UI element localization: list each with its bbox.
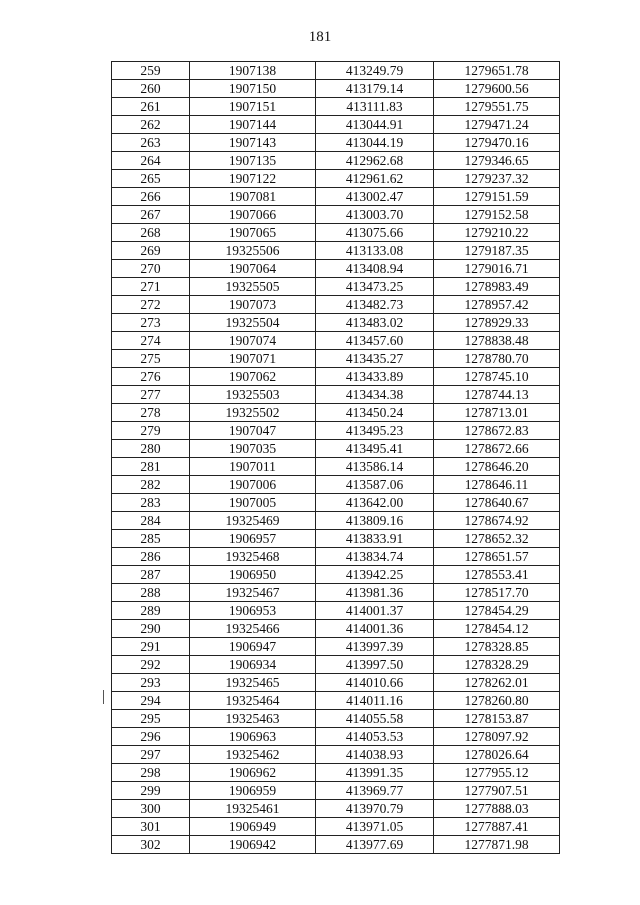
x-coordinate-cell: 413997.39 [316,638,434,656]
x-coordinate-cell: 413809.16 [316,512,434,530]
point-number-cell: 283 [112,494,190,512]
x-coordinate-cell: 413457.60 [316,332,434,350]
point-id-cell: 1907035 [190,440,316,458]
table-row [112,386,560,404]
x-coordinate-cell: 413435.27 [316,350,434,368]
table-row [112,224,560,242]
point-id-cell: 19325465 [190,674,316,692]
point-number-cell: 263 [112,134,190,152]
point-number-cell: 264 [112,152,190,170]
point-number-cell: 261 [112,98,190,116]
x-coordinate-cell: 412961.62 [316,170,434,188]
y-coordinate-cell: 1278097.92 [434,728,560,746]
point-number-cell: 276 [112,368,190,386]
y-coordinate-cell: 1278929.33 [434,314,560,332]
point-number-cell: 300 [112,800,190,818]
x-coordinate-cell: 413977.69 [316,836,434,854]
table-row [112,476,560,494]
page-number: 181 [308,29,332,45]
x-coordinate-cell: 413587.06 [316,476,434,494]
table-row [112,530,560,548]
table-body [112,62,560,854]
table-row [112,836,560,854]
point-number-cell: 293 [112,674,190,692]
table-row [112,566,560,584]
table-row [112,440,560,458]
point-id-cell: 1907144 [190,116,316,134]
y-coordinate-cell: 1278652.32 [434,530,560,548]
table-row [112,206,560,224]
point-number-cell: 277 [112,386,190,404]
point-number-cell: 260 [112,80,190,98]
x-coordinate-cell: 413408.94 [316,260,434,278]
x-coordinate-cell: 412962.68 [316,152,434,170]
y-coordinate-cell: 1278328.29 [434,656,560,674]
margin-mark [103,690,104,704]
y-coordinate-cell: 1279471.24 [434,116,560,134]
table-row [112,368,560,386]
table-row [112,602,560,620]
y-coordinate-cell: 1278646.11 [434,476,560,494]
point-number-cell: 269 [112,242,190,260]
point-id-cell: 1907064 [190,260,316,278]
x-coordinate-cell: 413971.05 [316,818,434,836]
table-row [112,548,560,566]
point-number-cell: 259 [112,62,190,80]
point-number-cell: 296 [112,728,190,746]
point-id-cell: 1907071 [190,350,316,368]
x-coordinate-cell: 413834.74 [316,548,434,566]
point-id-cell: 1906949 [190,818,316,836]
point-id-cell: 1907081 [190,188,316,206]
table-row [112,764,560,782]
point-id-cell: 19325461 [190,800,316,818]
x-coordinate-cell: 413991.35 [316,764,434,782]
y-coordinate-cell: 1278983.49 [434,278,560,296]
table-row [112,404,560,422]
y-coordinate-cell: 1278454.29 [434,602,560,620]
point-id-cell: 19325469 [190,512,316,530]
table-row [112,584,560,602]
x-coordinate-cell: 413433.89 [316,368,434,386]
y-coordinate-cell: 1279651.78 [434,62,560,80]
point-id-cell: 1907143 [190,134,316,152]
point-id-cell: 1907065 [190,224,316,242]
point-number-cell: 272 [112,296,190,314]
x-coordinate-cell: 414001.36 [316,620,434,638]
y-coordinate-cell: 1278517.70 [434,584,560,602]
x-coordinate-cell: 413434.38 [316,386,434,404]
point-id-cell: 1907135 [190,152,316,170]
y-coordinate-cell: 1278153.87 [434,710,560,728]
point-number-cell: 302 [112,836,190,854]
y-coordinate-cell: 1278672.83 [434,422,560,440]
point-number-cell: 273 [112,314,190,332]
y-coordinate-cell: 1279016.71 [434,260,560,278]
table-row [112,134,560,152]
point-number-cell: 266 [112,188,190,206]
point-id-cell: 1907073 [190,296,316,314]
point-id-cell: 1906934 [190,656,316,674]
table-row [112,782,560,800]
point-id-cell: 1906959 [190,782,316,800]
y-coordinate-cell: 1278026.64 [434,746,560,764]
table-row [112,692,560,710]
x-coordinate-cell: 413473.25 [316,278,434,296]
point-number-cell: 295 [112,710,190,728]
x-coordinate-cell: 413969.77 [316,782,434,800]
point-number-cell: 286 [112,548,190,566]
point-id-cell: 1907006 [190,476,316,494]
point-number-cell: 297 [112,746,190,764]
x-coordinate-cell: 413249.79 [316,62,434,80]
point-id-cell: 1907066 [190,206,316,224]
point-id-cell: 19325468 [190,548,316,566]
x-coordinate-cell: 413075.66 [316,224,434,242]
coordinates-table [111,61,560,854]
point-id-cell: 1907074 [190,332,316,350]
y-coordinate-cell: 1277887.41 [434,818,560,836]
point-id-cell: 19325466 [190,620,316,638]
y-coordinate-cell: 1279470.16 [434,134,560,152]
point-number-cell: 284 [112,512,190,530]
point-number-cell: 298 [112,764,190,782]
table-row [112,350,560,368]
x-coordinate-cell: 413495.41 [316,440,434,458]
table-row [112,314,560,332]
x-coordinate-cell: 413586.14 [316,458,434,476]
table-row [112,152,560,170]
point-id-cell: 1907151 [190,98,316,116]
point-id-cell: 1907011 [190,458,316,476]
table-row [112,80,560,98]
table-row [112,278,560,296]
x-coordinate-cell: 414038.93 [316,746,434,764]
point-id-cell: 1906947 [190,638,316,656]
table-row [112,638,560,656]
x-coordinate-cell: 414053.53 [316,728,434,746]
point-id-cell: 19325464 [190,692,316,710]
table-row [112,728,560,746]
point-number-cell: 280 [112,440,190,458]
y-coordinate-cell: 1278713.01 [434,404,560,422]
point-number-cell: 268 [112,224,190,242]
point-id-cell: 1906957 [190,530,316,548]
point-number-cell: 281 [112,458,190,476]
y-coordinate-cell: 1279237.32 [434,170,560,188]
x-coordinate-cell: 413044.91 [316,116,434,134]
x-coordinate-cell: 413833.91 [316,530,434,548]
y-coordinate-cell: 1278838.48 [434,332,560,350]
table-row [112,800,560,818]
point-id-cell: 19325463 [190,710,316,728]
table-row [112,674,560,692]
point-id-cell: 1907062 [190,368,316,386]
point-number-cell: 271 [112,278,190,296]
y-coordinate-cell: 1278262.01 [434,674,560,692]
point-id-cell: 19325506 [190,242,316,260]
point-id-cell: 19325504 [190,314,316,332]
y-coordinate-cell: 1277888.03 [434,800,560,818]
point-number-cell: 274 [112,332,190,350]
y-coordinate-cell: 1278553.41 [434,566,560,584]
point-id-cell: 1906950 [190,566,316,584]
x-coordinate-cell: 413942.25 [316,566,434,584]
y-coordinate-cell: 1279346.65 [434,152,560,170]
table-row [112,260,560,278]
point-id-cell: 19325505 [190,278,316,296]
x-coordinate-cell: 413044.19 [316,134,434,152]
table-row [112,818,560,836]
x-coordinate-cell: 413179.14 [316,80,434,98]
point-number-cell: 278 [112,404,190,422]
point-number-cell: 290 [112,620,190,638]
y-coordinate-cell: 1278957.42 [434,296,560,314]
y-coordinate-cell: 1279152.58 [434,206,560,224]
x-coordinate-cell: 413002.47 [316,188,434,206]
x-coordinate-cell: 413642.00 [316,494,434,512]
x-coordinate-cell: 413133.08 [316,242,434,260]
table-row [112,116,560,134]
y-coordinate-cell: 1277955.12 [434,764,560,782]
point-id-cell: 1907122 [190,170,316,188]
x-coordinate-cell: 413003.70 [316,206,434,224]
y-coordinate-cell: 1278328.85 [434,638,560,656]
x-coordinate-cell: 413450.24 [316,404,434,422]
table-row [112,512,560,530]
y-coordinate-cell: 1278674.92 [434,512,560,530]
table-row [112,98,560,116]
point-id-cell: 1906953 [190,602,316,620]
x-coordinate-cell: 414011.16 [316,692,434,710]
y-coordinate-cell: 1278651.57 [434,548,560,566]
point-number-cell: 291 [112,638,190,656]
table-row [112,296,560,314]
y-coordinate-cell: 1278672.66 [434,440,560,458]
point-id-cell: 19325467 [190,584,316,602]
y-coordinate-cell: 1279151.59 [434,188,560,206]
y-coordinate-cell: 1279210.22 [434,224,560,242]
point-number-cell: 299 [112,782,190,800]
point-id-cell: 1907138 [190,62,316,80]
y-coordinate-cell: 1278745.10 [434,368,560,386]
point-number-cell: 270 [112,260,190,278]
point-id-cell: 19325502 [190,404,316,422]
y-coordinate-cell: 1277907.51 [434,782,560,800]
point-id-cell: 1907150 [190,80,316,98]
point-number-cell: 267 [112,206,190,224]
x-coordinate-cell: 413495.23 [316,422,434,440]
y-coordinate-cell: 1279600.56 [434,80,560,98]
y-coordinate-cell: 1278780.70 [434,350,560,368]
point-id-cell: 1907005 [190,494,316,512]
point-id-cell: 1906963 [190,728,316,746]
table-row [112,188,560,206]
table-row [112,170,560,188]
x-coordinate-cell: 413970.79 [316,800,434,818]
y-coordinate-cell: 1278454.12 [434,620,560,638]
x-coordinate-cell: 413483.02 [316,314,434,332]
table-row [112,746,560,764]
x-coordinate-cell: 414055.58 [316,710,434,728]
point-number-cell: 292 [112,656,190,674]
table-row [112,458,560,476]
table-row [112,422,560,440]
point-id-cell: 1907047 [190,422,316,440]
x-coordinate-cell: 414001.37 [316,602,434,620]
point-number-cell: 275 [112,350,190,368]
table-row [112,494,560,512]
point-number-cell: 294 [112,692,190,710]
point-number-cell: 282 [112,476,190,494]
point-id-cell: 19325503 [190,386,316,404]
x-coordinate-cell: 413482.73 [316,296,434,314]
point-number-cell: 262 [112,116,190,134]
table-row [112,620,560,638]
x-coordinate-cell: 414010.66 [316,674,434,692]
table-row [112,332,560,350]
table-row [112,656,560,674]
y-coordinate-cell: 1278646.20 [434,458,560,476]
y-coordinate-cell: 1278744.13 [434,386,560,404]
point-number-cell: 279 [112,422,190,440]
y-coordinate-cell: 1278640.67 [434,494,560,512]
y-coordinate-cell: 1277871.98 [434,836,560,854]
point-number-cell: 265 [112,170,190,188]
x-coordinate-cell: 413981.36 [316,584,434,602]
point-id-cell: 1906962 [190,764,316,782]
point-number-cell: 301 [112,818,190,836]
table-row [112,710,560,728]
point-id-cell: 19325462 [190,746,316,764]
table-row [112,242,560,260]
y-coordinate-cell: 1278260.80 [434,692,560,710]
point-number-cell: 287 [112,566,190,584]
point-number-cell: 288 [112,584,190,602]
x-coordinate-cell: 413111.83 [316,98,434,116]
y-coordinate-cell: 1279187.35 [434,242,560,260]
point-number-cell: 289 [112,602,190,620]
point-id-cell: 1906942 [190,836,316,854]
y-coordinate-cell: 1279551.75 [434,98,560,116]
point-number-cell: 285 [112,530,190,548]
table-row [112,62,560,80]
x-coordinate-cell: 413997.50 [316,656,434,674]
